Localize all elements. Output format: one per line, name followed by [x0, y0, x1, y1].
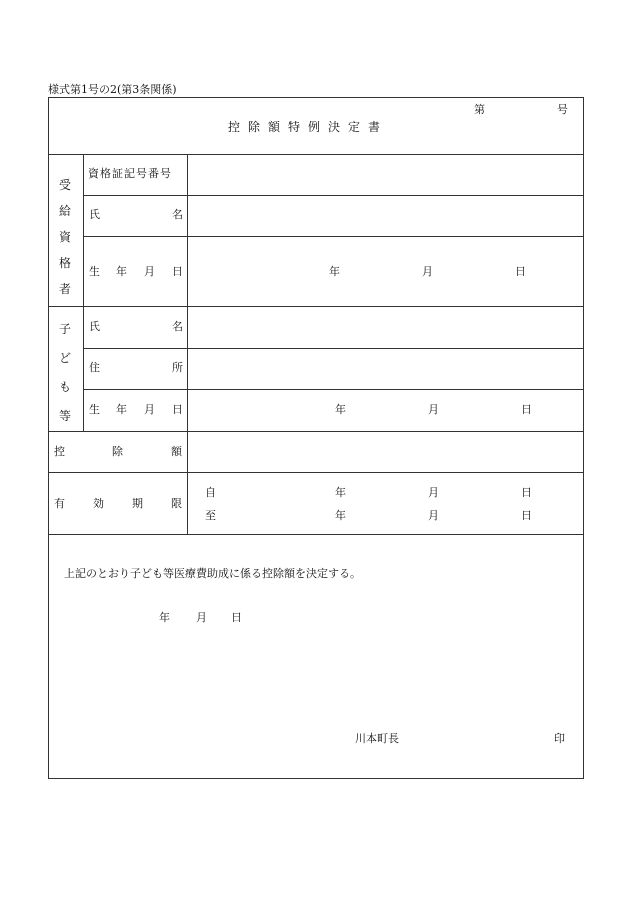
- child-birth-year-unit: 年: [335, 403, 346, 416]
- decision-date-month-unit: 月: [196, 611, 207, 624]
- divider: [48, 431, 583, 432]
- divider: [83, 154, 84, 431]
- child-birth-label: 日: [172, 403, 183, 416]
- child-birth-day-unit: 日: [521, 403, 532, 416]
- recipient-birth-year-unit: 年: [329, 265, 340, 278]
- document-number-suffix: 号: [557, 103, 568, 116]
- recipient-name-label-b: 名: [172, 208, 183, 221]
- decision-date-year-unit: 年: [159, 611, 170, 624]
- child-group-label: 子 ど も 等: [58, 322, 71, 423]
- validity-to-label: 至: [205, 509, 216, 522]
- validity-to-year-unit: 年: [335, 509, 346, 522]
- seal-mark: 印: [554, 732, 565, 745]
- divider: [83, 195, 583, 196]
- validity-from-month-unit: 月: [428, 486, 439, 499]
- child-name-label-a: 氏: [89, 320, 100, 333]
- child-birth-label: 生: [89, 403, 100, 416]
- form-number-label: 様式第1号の2(第3条関係): [48, 83, 177, 96]
- recipient-birth-label: 生: [89, 265, 100, 278]
- validity-from-year-unit: 年: [335, 486, 346, 499]
- recipient-birth-day-unit: 日: [515, 265, 526, 278]
- recipient-birth-label: 月: [144, 265, 155, 278]
- divider: [83, 389, 583, 390]
- decision-statement: 上記のとおり子ども等医療費助成に係る控除額を決定する。: [64, 567, 361, 580]
- deduction-label: 額: [171, 445, 182, 458]
- recipient-birth-label: 年: [116, 265, 127, 278]
- deduction-label: 控: [54, 445, 65, 458]
- divider: [187, 154, 188, 534]
- document-number-prefix: 第: [474, 103, 485, 116]
- recipient-name-label-a: 氏: [89, 208, 100, 221]
- validity-period-label: 有: [54, 497, 65, 510]
- divider: [83, 348, 583, 349]
- document-title: 控除額特例決定書: [228, 120, 389, 134]
- recipient-birth-label: 日: [172, 265, 183, 278]
- divider: [48, 534, 583, 535]
- divider: [83, 236, 583, 237]
- child-birth-label: 月: [144, 403, 155, 416]
- child-birth-month-unit: 月: [428, 403, 439, 416]
- recipient-birth-month-unit: 月: [422, 265, 433, 278]
- validity-from-label: 自: [205, 486, 216, 499]
- child-name-label-b: 名: [172, 320, 183, 333]
- validity-period-label: 限: [171, 497, 182, 510]
- validity-to-day-unit: 日: [521, 509, 532, 522]
- decision-date-day-unit: 日: [231, 611, 242, 624]
- recipient-group-label: 受 給 資 格 者: [58, 178, 71, 296]
- validity-from-day-unit: 日: [521, 486, 532, 499]
- divider: [48, 306, 583, 307]
- divider: [48, 154, 583, 155]
- child-address-label-a: 住: [89, 361, 100, 374]
- child-birth-label: 年: [116, 403, 127, 416]
- validity-to-month-unit: 月: [428, 509, 439, 522]
- issuer-name: 川本町長: [355, 732, 399, 745]
- deduction-label: 除: [112, 445, 123, 458]
- validity-period-label: 効: [93, 497, 104, 510]
- child-address-label-b: 所: [172, 361, 183, 374]
- validity-period-label: 期: [132, 497, 143, 510]
- divider: [48, 472, 583, 473]
- qualification-number-label: 資格証記号番号: [88, 167, 172, 180]
- decision-form: [48, 97, 584, 779]
